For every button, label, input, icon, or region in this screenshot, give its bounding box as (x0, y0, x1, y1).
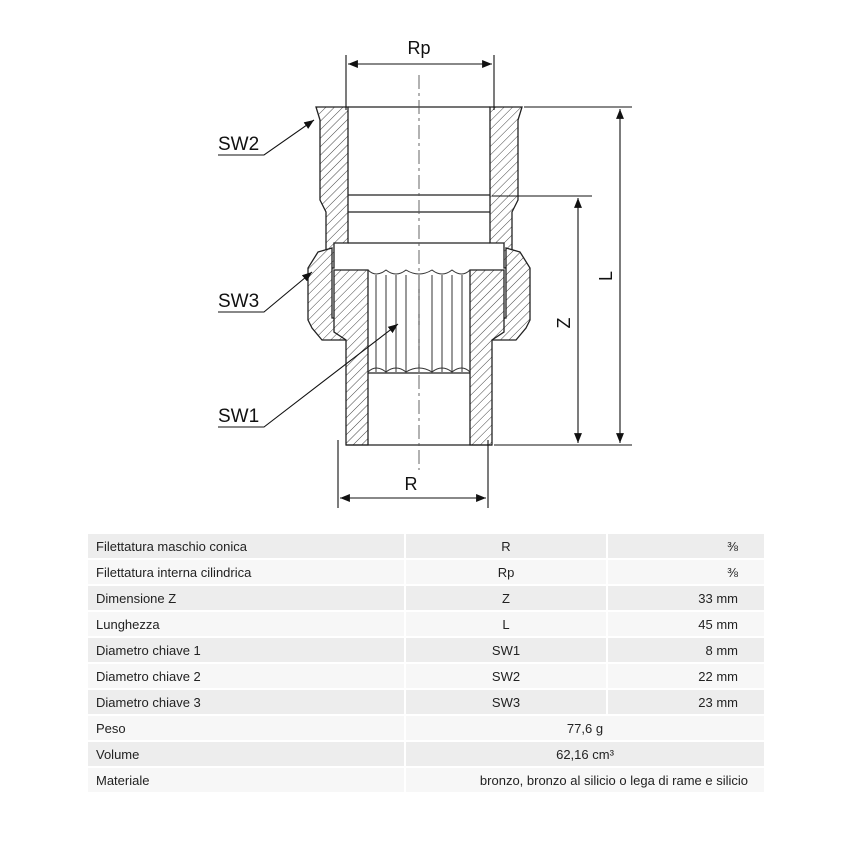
row-label: Materiale (88, 768, 406, 792)
z-label: Z (554, 317, 574, 329)
row-symbol: SW1 (406, 638, 608, 662)
row-value: 62,16 cm³ (406, 742, 764, 766)
row-label: Peso (88, 716, 406, 740)
row-label: Dimensione Z (88, 586, 406, 610)
table-row (88, 716, 764, 740)
row-label: Diametro chiave 1 (88, 638, 406, 662)
table-row (88, 560, 764, 584)
table-row (88, 534, 764, 558)
table-row (88, 768, 764, 792)
row-label: Filettatura interna cilindrica (88, 560, 406, 584)
table-row (88, 690, 764, 714)
sw1-label: SW1 (218, 406, 260, 427)
row-label: Diametro chiave 2 (88, 664, 406, 688)
upper-wall-left (316, 107, 348, 268)
spec-table (88, 532, 764, 794)
rp-label: Rp (407, 38, 431, 58)
row-value: ⅜ (608, 534, 764, 558)
table-row (88, 664, 764, 688)
table-row (88, 612, 764, 636)
row-value: 33 mm (608, 586, 764, 610)
sw2-label: SW2 (218, 134, 260, 155)
row-label: Diametro chiave 3 (88, 690, 406, 714)
row-label: Volume (88, 742, 406, 766)
row-value: 45 mm (608, 612, 764, 636)
lower-wall-right (470, 270, 504, 445)
row-value: 23 mm (608, 690, 764, 714)
row-symbol: R (406, 534, 608, 558)
row-symbol: L (406, 612, 608, 636)
sw3-label: SW3 (218, 291, 260, 312)
r-label: R (404, 474, 418, 494)
lower-wall-left (334, 270, 368, 445)
row-label: Filettatura maschio conica (88, 534, 406, 558)
row-value: 22 mm (608, 664, 764, 688)
table-row (88, 638, 764, 662)
row-value: ⅜ (608, 560, 764, 584)
table-row (88, 586, 764, 610)
row-symbol: Z (406, 586, 608, 610)
table-row (88, 742, 764, 766)
rp-dimension (346, 55, 494, 110)
row-value: 8 mm (608, 638, 764, 662)
upper-wall-right (490, 107, 522, 268)
row-value: 77,6 g (406, 716, 764, 740)
row-symbol: SW3 (406, 690, 608, 714)
row-symbol: Rp (406, 560, 608, 584)
l-label: L (596, 270, 616, 282)
row-label: Lunghezza (88, 612, 406, 636)
row-value: bronzo, bronzo al silicio o lega di rame e silicio (406, 768, 764, 792)
row-symbol: SW2 (406, 664, 608, 688)
